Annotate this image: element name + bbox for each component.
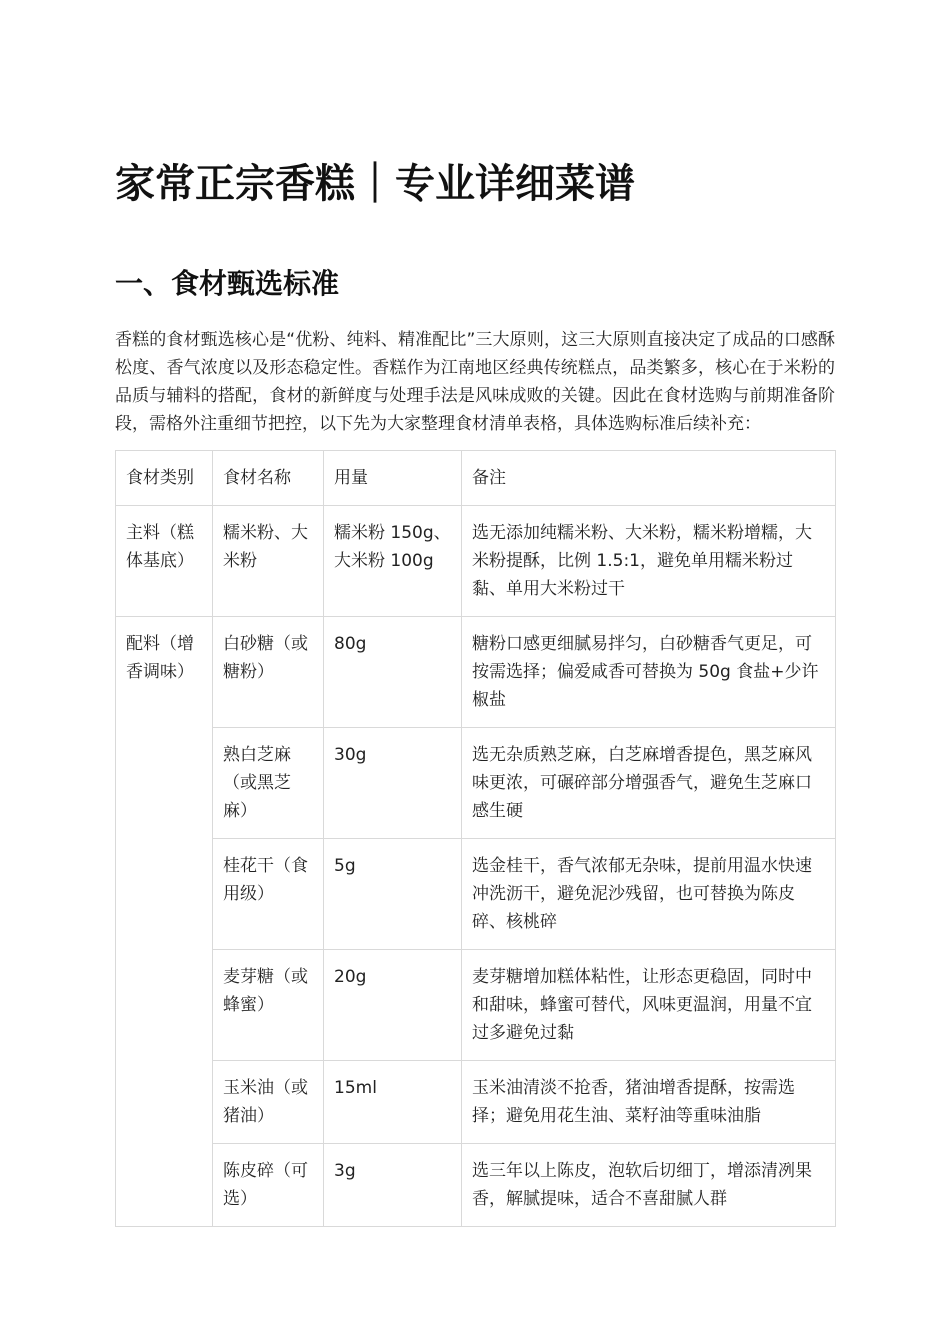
table-header-row (116, 451, 836, 506)
name-cell: 熟白芝麻（或黑芝麻） (213, 728, 324, 839)
note-cell: 玉米油清淡不抢香，猪油增香提酥，按需选择；避免用花生油、菜籽油等重味油脂 (462, 1061, 836, 1144)
page-title: 家常正宗香糕｜专业详细菜谱 (115, 161, 635, 207)
name-cell: 玉米油（或猪油） (213, 1061, 324, 1144)
amount-cell: 5g (324, 839, 462, 950)
note-cell: 选三年以上陈皮，泡软后切细丁，增添清冽果香，解腻提味，适合不喜甜腻人群 (462, 1144, 836, 1227)
header-category: 食材类别 (116, 451, 213, 506)
table-row (116, 1144, 836, 1227)
name-cell: 糯米粉、大米粉 (213, 506, 324, 617)
note-cell: 糖粉口感更细腻易拌匀，白砂糖香气更足，可按需选择；偏爱咸香可替换为 50g 食盐+少许椒盐 (462, 617, 836, 728)
amount-cell: 15ml (324, 1061, 462, 1144)
table-row (116, 950, 836, 1061)
table-row (116, 506, 836, 617)
name-cell: 陈皮碎（可选） (213, 1144, 324, 1227)
name-cell: 白砂糖（或糖粉） (213, 617, 324, 728)
header-amount: 用量 (324, 451, 462, 506)
note-cell: 选金桂干，香气浓郁无杂味，提前用温水快速冲洗沥干，避免泥沙残留，也可替换为陈皮碎、核桃碎 (462, 839, 836, 950)
ingredients-table (115, 450, 836, 1227)
document-page (115, 150, 835, 1227)
table-row (116, 617, 836, 728)
table-row (116, 1061, 836, 1144)
table-row (116, 839, 836, 950)
name-cell: 桂花干（食用级） (213, 839, 324, 950)
name-cell: 麦芽糖（或蜂蜜） (213, 950, 324, 1061)
amount-cell: 3g (324, 1144, 462, 1227)
category-cell: 主料（糕体基底） (116, 506, 213, 617)
table-row (116, 728, 836, 839)
note-cell: 选无添加纯糯米粉、大米粉，糯米粉增糯，大米粉提酥，比例 1.5:1，避免单用糯米粉过黏、单用大米粉过干 (462, 506, 836, 617)
intro-paragraph: 香糕的食材甄选核心是“优粉、纯料、精准配比”三大原则，这三大原则直接决定了成品的口感酥松度、香气浓度以及形态稳定性。香糕作为江南地区经典传统糕点，品类繁多，核心在于米粉的品质与辅料的搭配，食材的新鲜度与处理手法是风味成败的关键。因此在食材选购与前期准备阶段，需格外注重细节把控，以下先为大家整理食材清单表格，具体选购标准后续补充： (115, 330, 835, 434)
header-note: 备注 (462, 451, 836, 506)
note-cell: 选无杂质熟芝麻，白芝麻增香提色，黑芝麻风味更浓，可碾碎部分增强香气，避免生芝麻口感生硬 (462, 728, 836, 839)
amount-cell: 30g (324, 728, 462, 839)
section-heading-ingredients: 一、食材甄选标准 (115, 267, 340, 300)
amount-cell: 糯米粉 150g、大米粉 100g (324, 506, 462, 617)
note-cell: 麦芽糖增加糕体粘性，让形态更稳固，同时中和甜味，蜂蜜可替代，风味更温润，用量不宜过多避免过黏 (462, 950, 836, 1061)
header-name: 食材名称 (213, 451, 324, 506)
amount-cell: 20g (324, 950, 462, 1061)
category-cell: 配料（增香调味） (116, 617, 213, 1227)
amount-cell: 80g (324, 617, 462, 728)
